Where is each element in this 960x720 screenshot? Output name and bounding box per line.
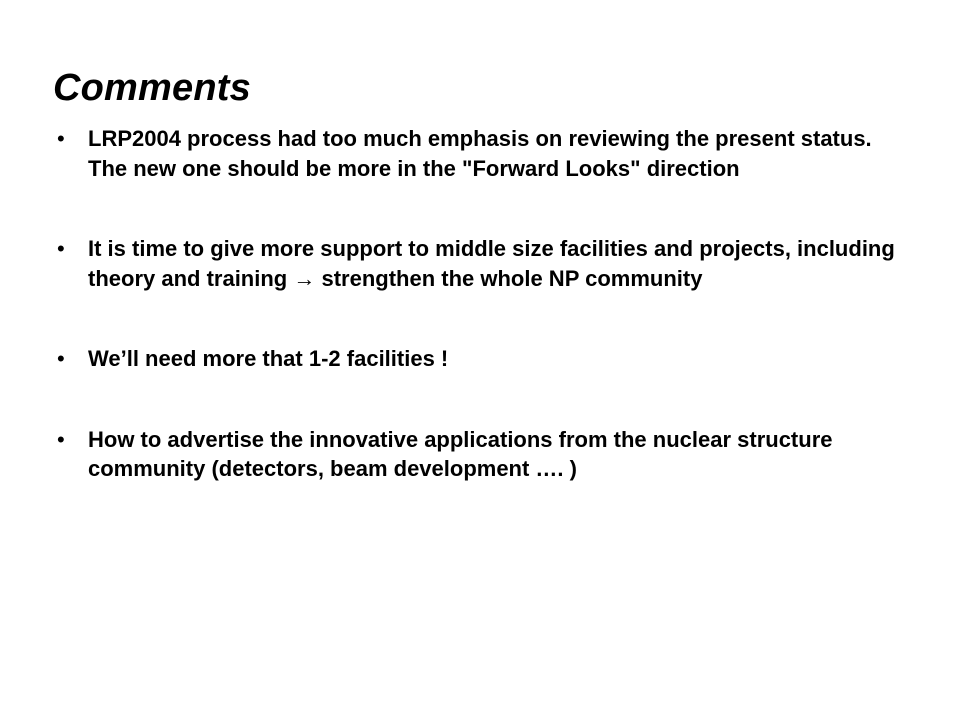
- slide-title: Comments: [53, 67, 251, 109]
- bullet-text: We’ll need more that 1-2 facilities !: [88, 346, 449, 371]
- bullet-text: It is time to give more support to middle size facilities and projects, including theory and training → strengthen the whole NP community: [88, 236, 895, 291]
- bullet-icon: •: [57, 346, 65, 371]
- bullet-item: [57, 234, 907, 293]
- bullet-item: [57, 124, 907, 183]
- bullet-icon: •: [57, 126, 65, 151]
- bullet-text: How to advertise the innovative applications from the nuclear structure community (detectors, beam development …. ): [88, 426, 833, 481]
- bullet-icon: •: [57, 426, 65, 452]
- bullet-icon: •: [57, 236, 65, 261]
- bullet-item: [57, 425, 907, 484]
- bullet-item: [57, 344, 907, 374]
- bullet-text: LRP2004 process had too much emphasis on reviewing the present status. The new one should be more in the "Forward Looks" direction: [88, 126, 872, 181]
- bullet-list: [57, 124, 907, 484]
